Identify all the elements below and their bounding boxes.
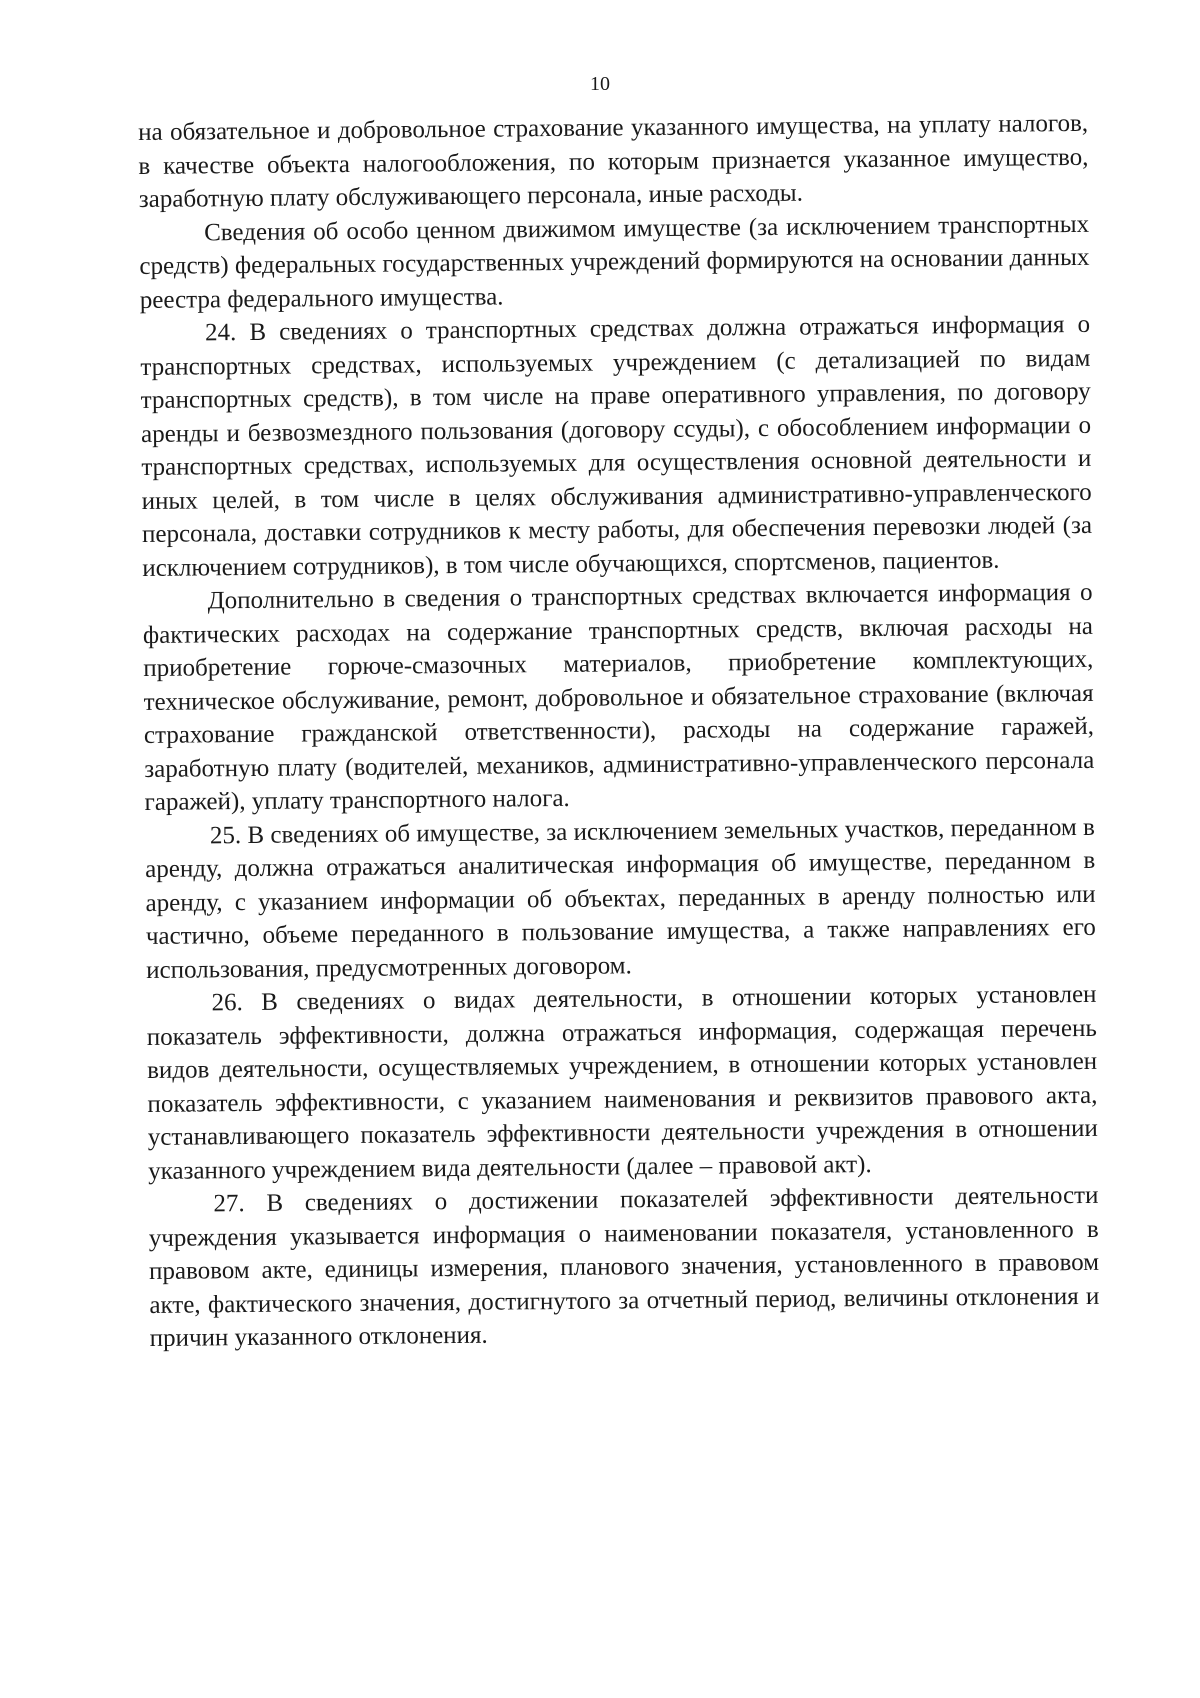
document-body bbox=[138, 107, 1100, 1356]
paragraph-item-24: 24. В сведениях о транспортных средствах должна отражаться информация о транспортных средствах, используемых учреждением (с детализацией по видам транспортных средств), в том числе на праве оперативного управления, по договору аренды и безвозмездного пользования (договору ссуды), с обособлением информации о транспортных средствах, используемых для осуществления основной деятельности и иных целей, в том числе в целях обслуживания административно-управленческого персонала, доставки сотрудников к месту работы, для обеспечения перевозки людей (за исключением сотрудников), в том числе обучающихся, спортсменов, пациентов. bbox=[140, 310, 1093, 582]
paragraph-item-26: 26. В сведениях о видах деятельности, в отношении которых установлен показатель эффективности, должна отражаться информация, содержащая перечень видов деятельности, осуществляемых учреждением, в отношении которых установлен показатель эффективности, с указанием наименования и реквизитов правового акта, устанавливающего показатель эффективности деятельности учреждения в отношении указанного учреждением вида деятельности (далее – правовой акт). bbox=[146, 980, 1098, 1185]
paragraph-transport-expenses: Дополнительно в сведения о транспортных средствах включается информация о фактических расходах на содержание транспортных средств, включая расходы на приобретение горюче-смазочных материалов, приобретение комплектующих, техническое обслуживание, ремонт, добровольное и обязательное страхование (включая страхование гражданской ответственности), расходы на содержание гаражей, заработную плату (водителей, механиков, административно-управленческого персонала гаражей), уплату транспортного налога. bbox=[142, 578, 1095, 816]
paragraph-especially-valuable-property: Сведения об особо ценном движимом имуществе (за исключением транспортных средств) федеральных государственных учреждений формируются на основании данных реестра федерального имущества. bbox=[139, 210, 1090, 314]
paragraph-item-25: 25. В сведениях об имуществе, за исключением земельных участков, переданном в аренду, должна отражаться аналитическая информация об имуществе, переданном в аренду, с указанием информации об объектах, переданных в аренду полностью или частично, объеме переданного в пользование имущества, а также направлениях его использования, предусмотренных договором. bbox=[145, 813, 1096, 984]
paragraph-item-27: 27. В сведениях о достижении показателей эффективности деятельности учреждения указывается информация о наименовании показателя, установленного в правовом акте, единицы измерения, планового значения, установленного в правовом акте, фактического значения, достигнутого за отчетный период, величины отклонения и причин указанного отклонения. bbox=[148, 1181, 1100, 1352]
paragraph-continuation: на обязательное и добровольное страхование указанного имущества, на уплату налогов, в качестве объекта налогообложения, по которым признается указанное имущество, заработную плату обслуживающего персонала, иные расходы. bbox=[138, 109, 1089, 213]
page-number: 10 bbox=[590, 73, 610, 95]
